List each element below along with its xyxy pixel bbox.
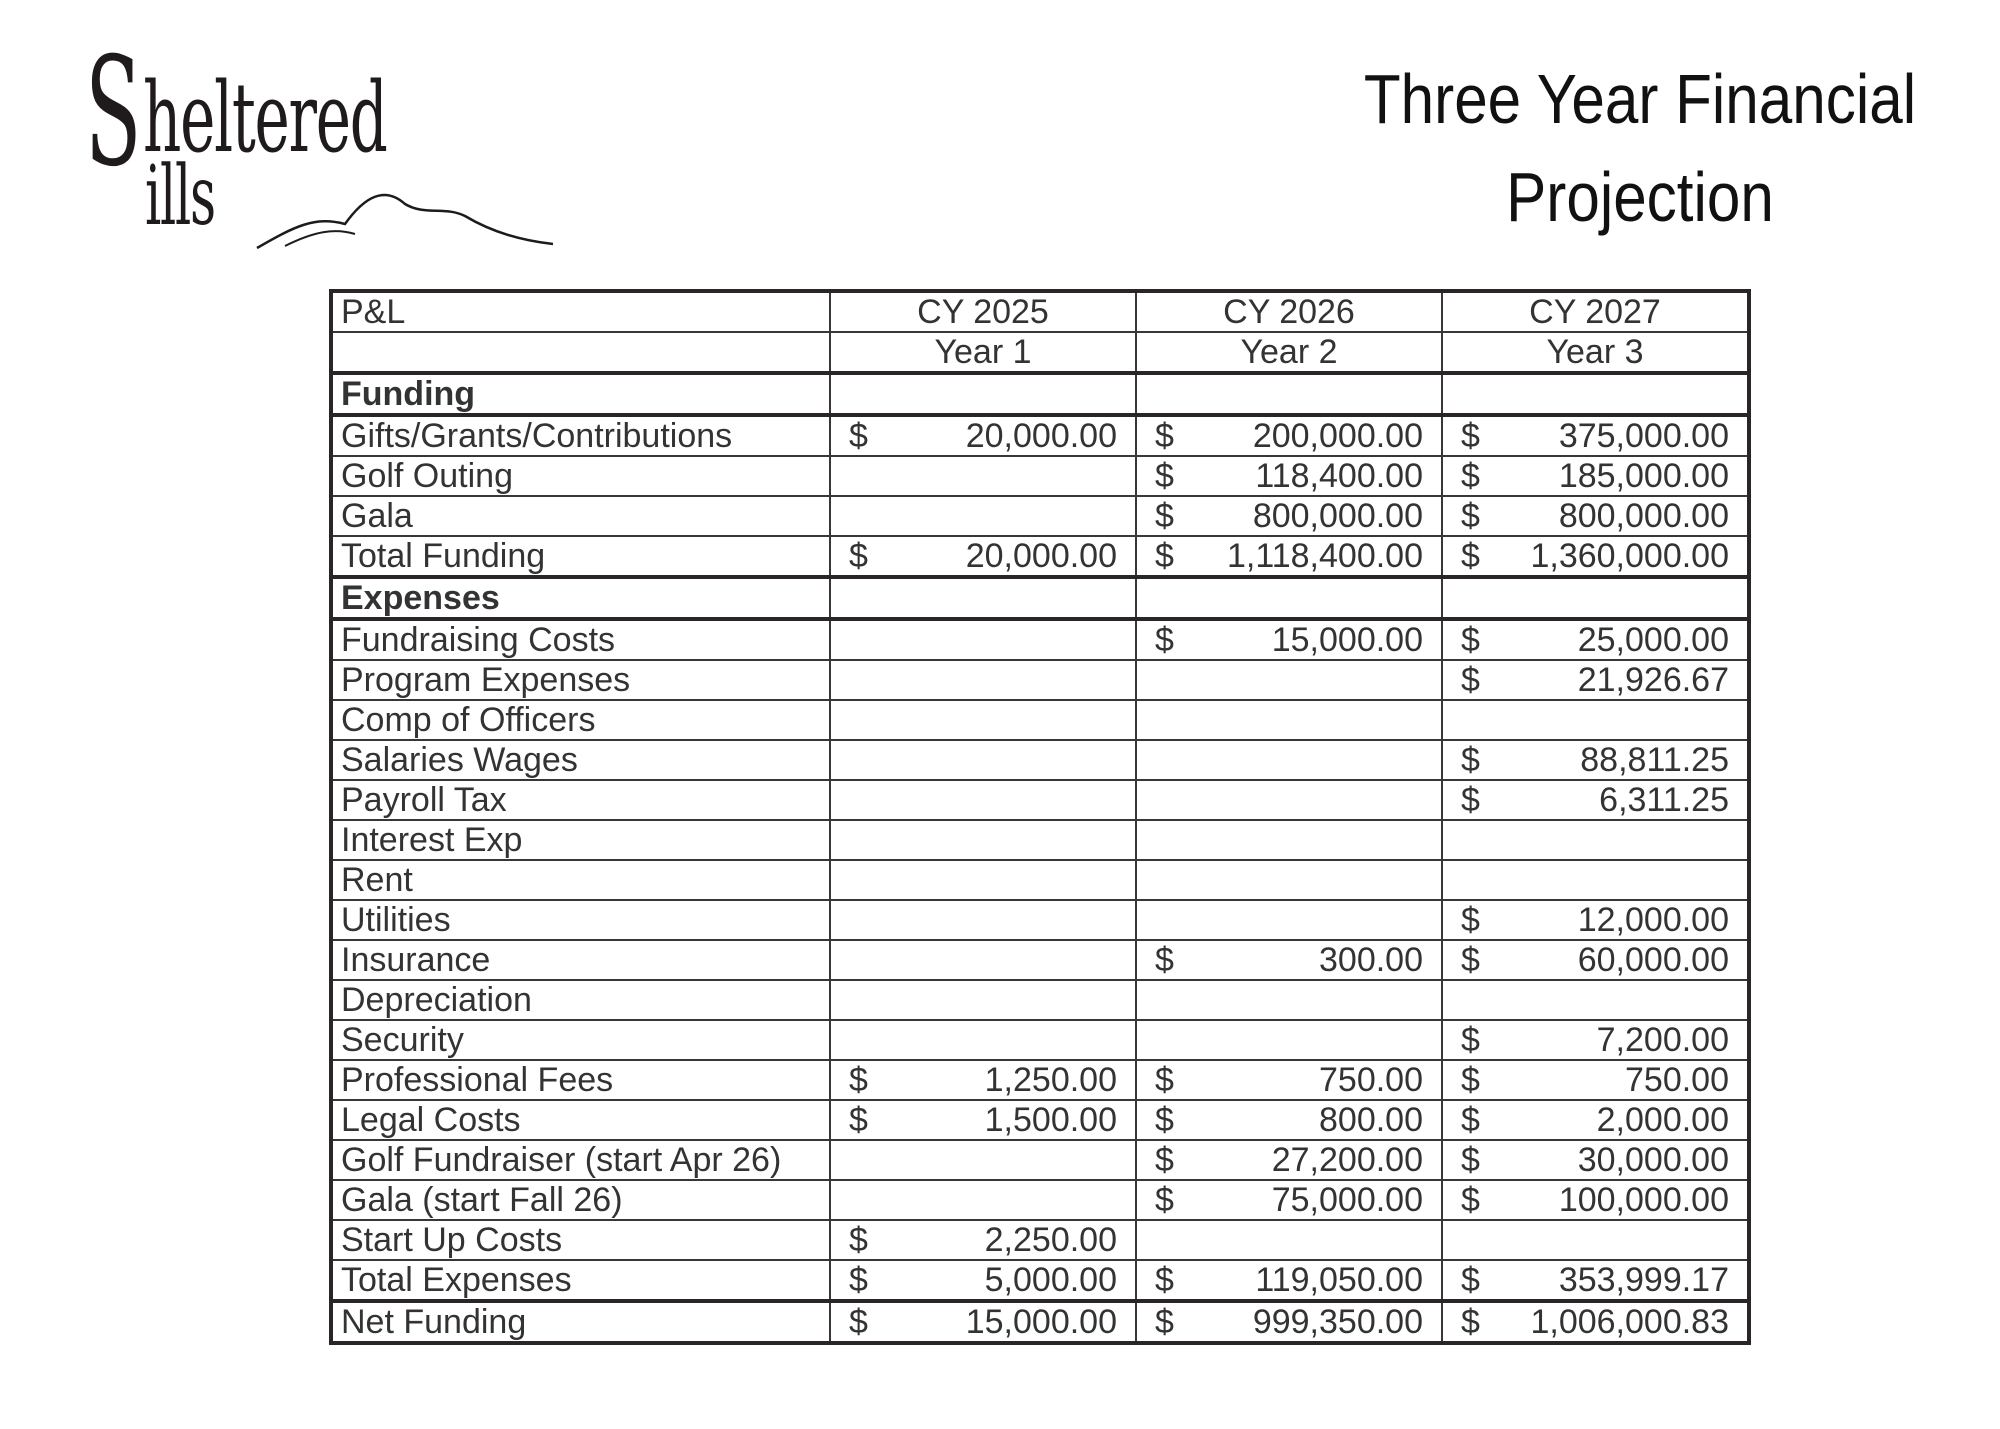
row-value-cell — [830, 1260, 1136, 1301]
row-value: 1,006,000.83 — [1530, 1303, 1729, 1341]
row-value: 21,926.67 — [1577, 661, 1729, 699]
table-row — [331, 1140, 1749, 1180]
currency-symbol: $ — [1155, 1141, 1174, 1179]
table-row — [331, 1260, 1749, 1301]
row-label: Professional Fees — [341, 1061, 614, 1099]
table-row — [331, 940, 1749, 980]
currency-symbol: $ — [849, 1061, 868, 1099]
header-year: CY 2026 — [1223, 293, 1355, 331]
row-label-cell — [331, 700, 830, 740]
row-label-cell — [331, 820, 830, 860]
row-value-cell — [830, 619, 1136, 660]
section-funding-label: Funding — [341, 375, 476, 413]
currency-symbol: $ — [1461, 661, 1480, 699]
row-value: 119,050.00 — [1255, 1261, 1423, 1299]
row-value-cell — [1442, 536, 1749, 577]
row-value: 88,811.25 — [1580, 741, 1729, 779]
row-value-cell — [1136, 1220, 1442, 1260]
row-value: 27,200.00 — [1271, 1141, 1423, 1179]
row-label: Insurance — [341, 941, 491, 979]
currency-symbol: $ — [1155, 1261, 1174, 1299]
header-subrow — [331, 332, 1749, 373]
row-value: 1,500.00 — [984, 1101, 1117, 1139]
currency-symbol: $ — [1461, 1021, 1480, 1059]
row-value: 375,000.00 — [1558, 417, 1729, 455]
header-sub: Year 3 — [1546, 333, 1644, 371]
row-value-cell — [1442, 740, 1749, 780]
header-year-cell — [1136, 291, 1442, 332]
row-value-cell — [830, 536, 1136, 577]
row-label-cell — [331, 415, 830, 456]
row-label: Gifts/Grants/Contributions — [341, 417, 733, 455]
row-value-cell — [830, 820, 1136, 860]
row-value-cell — [1136, 1060, 1442, 1100]
header-sub-cell — [1136, 332, 1442, 373]
row-value: 800.00 — [1319, 1101, 1423, 1139]
section-funding-empty-cell — [1136, 373, 1442, 415]
row-value-cell — [1442, 1301, 1749, 1343]
row-value-cell — [1442, 980, 1749, 1020]
row-value: 5,000.00 — [984, 1261, 1117, 1299]
row-label: Rent — [341, 861, 413, 899]
pl-table-body — [331, 291, 1749, 1343]
row-value: 25,000.00 — [1577, 621, 1729, 659]
row-value: 1,360,000.00 — [1530, 537, 1729, 575]
logo-word-hills: ills — [145, 149, 215, 244]
logo-letter-s: S — [85, 26, 141, 200]
currency-symbol: $ — [849, 1221, 868, 1259]
header-label: P&L — [341, 293, 406, 331]
header-year-cell — [830, 291, 1136, 332]
header-row — [331, 291, 1749, 332]
row-value-cell — [1136, 940, 1442, 980]
row-value-cell — [1442, 900, 1749, 940]
currency-symbol: $ — [1461, 741, 1480, 779]
currency-symbol: $ — [1155, 1303, 1174, 1341]
mountain-icon — [255, 186, 555, 256]
row-label-cell — [331, 1140, 830, 1180]
row-value-cell — [1136, 740, 1442, 780]
row-value: 2,000.00 — [1596, 1101, 1729, 1139]
row-label: Interest Exp — [341, 821, 523, 859]
row-label: Net Funding — [341, 1303, 527, 1341]
row-value-cell — [1136, 619, 1442, 660]
row-label: Golf Fundraiser (start Apr 26) — [341, 1141, 782, 1179]
row-label: Golf Outing — [341, 457, 513, 495]
row-value-cell — [1442, 660, 1749, 700]
table-row — [331, 536, 1749, 577]
row-value-cell — [830, 1301, 1136, 1343]
section-expenses-empty-cell — [830, 577, 1136, 619]
table-row — [331, 1220, 1749, 1260]
currency-symbol: $ — [1461, 1101, 1480, 1139]
row-label-cell — [331, 1260, 830, 1301]
row-label: Legal Costs — [341, 1101, 521, 1139]
row-label-cell — [331, 1220, 830, 1260]
currency-symbol: $ — [1155, 1061, 1174, 1099]
row-value-cell — [1442, 1180, 1749, 1220]
section-expenses-label: Expenses — [341, 579, 500, 617]
row-label: Salaries Wages — [341, 741, 578, 779]
currency-symbol: $ — [1461, 417, 1480, 455]
row-value: 1,118,400.00 — [1227, 537, 1423, 575]
row-label-cell — [331, 456, 830, 496]
row-value-cell — [830, 1140, 1136, 1180]
row-value-cell — [830, 1180, 1136, 1220]
row-value: 75,000.00 — [1271, 1181, 1423, 1219]
header-blank-cell — [331, 332, 830, 373]
table-row — [331, 700, 1749, 740]
currency-symbol: $ — [1461, 621, 1480, 659]
row-value-cell — [1136, 536, 1442, 577]
row-value: 15,000.00 — [1271, 621, 1423, 659]
row-value-cell — [1442, 415, 1749, 456]
row-value: 100,000.00 — [1558, 1181, 1729, 1219]
table-row — [331, 415, 1749, 456]
row-value-cell — [1136, 456, 1442, 496]
row-value-cell — [1442, 1140, 1749, 1180]
row-value-cell — [1136, 1260, 1442, 1301]
row-label: Total Funding — [341, 537, 546, 575]
logo — [85, 26, 485, 244]
row-value-cell — [830, 496, 1136, 536]
row-value: 6,311.25 — [1599, 781, 1729, 819]
row-value-cell — [1136, 1180, 1442, 1220]
row-value-cell — [830, 940, 1136, 980]
row-value-cell — [830, 700, 1136, 740]
header-label-cell — [331, 291, 830, 332]
row-label-cell — [331, 660, 830, 700]
row-value: 750.00 — [1625, 1061, 1729, 1099]
row-value-cell — [1442, 780, 1749, 820]
table-row — [331, 1301, 1749, 1343]
row-label: Security — [341, 1021, 464, 1059]
row-label: Program Expenses — [341, 661, 631, 699]
row-value-cell — [830, 740, 1136, 780]
row-value: 60,000.00 — [1577, 941, 1729, 979]
row-label: Utilities — [341, 901, 451, 939]
currency-symbol: $ — [1461, 1181, 1480, 1219]
row-value-cell — [1136, 496, 1442, 536]
page-title-line-1: Three Year Financial — [1363, 60, 1917, 138]
row-value-cell — [1442, 1260, 1749, 1301]
row-label-cell — [331, 980, 830, 1020]
row-label-cell — [331, 1100, 830, 1140]
row-value: 1,250.00 — [984, 1061, 1117, 1099]
currency-symbol: $ — [1461, 1061, 1480, 1099]
table-row — [331, 740, 1749, 780]
row-label: Comp of Officers — [341, 701, 596, 739]
currency-symbol: $ — [1155, 941, 1174, 979]
table-row — [331, 660, 1749, 700]
table-row — [331, 496, 1749, 536]
currency-symbol: $ — [1461, 1303, 1480, 1341]
row-value: 2,250.00 — [984, 1221, 1117, 1259]
row-value-cell — [1136, 1100, 1442, 1140]
currency-symbol: $ — [1461, 781, 1480, 819]
row-label: Fundraising Costs — [341, 621, 616, 659]
currency-symbol: $ — [1461, 941, 1480, 979]
currency-symbol: $ — [849, 1261, 868, 1299]
row-value-cell — [1136, 900, 1442, 940]
section-funding-label-cell — [331, 373, 830, 415]
header-year: CY 2027 — [1529, 293, 1661, 331]
row-value-cell — [1442, 860, 1749, 900]
row-label-cell — [331, 1060, 830, 1100]
row-value: 800,000.00 — [1558, 497, 1729, 535]
row-value-cell — [830, 1060, 1136, 1100]
row-value-cell — [830, 1020, 1136, 1060]
row-value-cell — [830, 780, 1136, 820]
table-row — [331, 820, 1749, 860]
header-sub-cell — [1442, 332, 1749, 373]
section-expenses — [331, 577, 1749, 619]
row-value-cell — [1136, 660, 1442, 700]
row-value-cell — [1442, 700, 1749, 740]
row-label: Total Expenses — [341, 1261, 572, 1299]
row-label-cell — [331, 900, 830, 940]
row-value-cell — [1442, 619, 1749, 660]
row-value: 30,000.00 — [1577, 1141, 1729, 1179]
row-label-cell — [331, 619, 830, 660]
header-year-cell — [1442, 291, 1749, 332]
currency-symbol: $ — [1461, 497, 1480, 535]
row-value: 353,999.17 — [1558, 1261, 1729, 1299]
row-label-cell — [331, 1301, 830, 1343]
row-value-cell — [830, 860, 1136, 900]
row-label-cell — [331, 1020, 830, 1060]
section-expenses-empty-cell — [1442, 577, 1749, 619]
row-value: 15,000.00 — [965, 1303, 1117, 1341]
table-row — [331, 780, 1749, 820]
currency-symbol: $ — [1155, 457, 1174, 495]
currency-symbol: $ — [849, 537, 868, 575]
row-value: 118,400.00 — [1255, 457, 1423, 495]
row-value: 185,000.00 — [1558, 457, 1729, 495]
row-value-cell — [1136, 1140, 1442, 1180]
page-title — [1348, 50, 1933, 246]
table-row — [331, 1100, 1749, 1140]
table-row — [331, 900, 1749, 940]
row-value-cell — [1442, 1020, 1749, 1060]
row-value: 999,350.00 — [1252, 1303, 1423, 1341]
header-sub-cell — [830, 332, 1136, 373]
row-label-cell — [331, 740, 830, 780]
table-row — [331, 1180, 1749, 1220]
section-funding-empty-cell — [1442, 373, 1749, 415]
row-value: 800,000.00 — [1252, 497, 1423, 535]
currency-symbol: $ — [1155, 1101, 1174, 1139]
row-value-cell — [1442, 1220, 1749, 1260]
currency-symbol: $ — [1155, 417, 1174, 455]
row-value-cell — [1442, 496, 1749, 536]
row-label: Start Up Costs — [341, 1221, 563, 1259]
table-row — [331, 1060, 1749, 1100]
row-value-cell — [1136, 415, 1442, 456]
row-value-cell — [830, 660, 1136, 700]
header-year: CY 2025 — [917, 293, 1049, 331]
row-value-cell — [830, 980, 1136, 1020]
row-value-cell — [1136, 1301, 1442, 1343]
row-value: 7,200.00 — [1596, 1021, 1729, 1059]
row-value-cell — [1442, 456, 1749, 496]
pl-table — [329, 289, 1751, 1345]
header-sub: Year 2 — [1240, 333, 1338, 371]
table-row — [331, 860, 1749, 900]
table-row — [331, 456, 1749, 496]
table-row — [331, 1020, 1749, 1060]
row-value-cell — [1442, 1100, 1749, 1140]
row-value-cell — [1136, 820, 1442, 860]
row-label-cell — [331, 1180, 830, 1220]
row-value-cell — [1136, 1020, 1442, 1060]
row-value-cell — [1442, 940, 1749, 980]
section-expenses-empty-cell — [1136, 577, 1442, 619]
row-label: Depreciation — [341, 981, 532, 1019]
row-value-cell — [830, 456, 1136, 496]
table-row — [331, 980, 1749, 1020]
currency-symbol: $ — [849, 1101, 868, 1139]
logo-word-sheltered: heltered — [143, 62, 387, 174]
currency-symbol: $ — [1155, 497, 1174, 535]
row-value: 20,000.00 — [965, 417, 1117, 455]
row-value-cell — [1136, 980, 1442, 1020]
row-label: Payroll Tax — [341, 781, 507, 819]
section-expenses-label-cell — [331, 577, 830, 619]
row-value: 750.00 — [1319, 1061, 1423, 1099]
row-value-cell — [1442, 1060, 1749, 1100]
row-value-cell — [1136, 780, 1442, 820]
row-label: Gala (start Fall 26) — [341, 1181, 623, 1219]
currency-symbol: $ — [1155, 1181, 1174, 1219]
section-funding-empty-cell — [830, 373, 1136, 415]
row-value-cell — [830, 415, 1136, 456]
currency-symbol: $ — [1461, 1141, 1480, 1179]
row-value-cell — [1136, 700, 1442, 740]
row-label-cell — [331, 780, 830, 820]
row-label-cell — [331, 860, 830, 900]
currency-symbol: $ — [1155, 621, 1174, 659]
row-value-cell — [1442, 820, 1749, 860]
currency-symbol: $ — [1461, 537, 1480, 575]
row-label-cell — [331, 496, 830, 536]
currency-symbol: $ — [1461, 1261, 1480, 1299]
row-value: 300.00 — [1319, 941, 1423, 979]
currency-symbol: $ — [1155, 537, 1174, 575]
currency-symbol: $ — [1461, 901, 1480, 939]
row-value-cell — [830, 1220, 1136, 1260]
row-value: 200,000.00 — [1252, 417, 1423, 455]
row-value-cell — [830, 1100, 1136, 1140]
currency-symbol: $ — [849, 1303, 868, 1341]
row-value: 20,000.00 — [965, 537, 1117, 575]
row-value: 12,000.00 — [1577, 901, 1729, 939]
currency-symbol: $ — [1461, 457, 1480, 495]
section-funding — [331, 373, 1749, 415]
currency-symbol: $ — [849, 417, 868, 455]
row-label: Gala — [341, 497, 413, 535]
row-value-cell — [1136, 860, 1442, 900]
page-title-line-2: Projection — [1506, 158, 1774, 236]
row-value-cell — [830, 900, 1136, 940]
header-sub: Year 1 — [934, 333, 1032, 371]
row-label-cell — [331, 536, 830, 577]
row-label-cell — [331, 940, 830, 980]
table-row — [331, 619, 1749, 660]
